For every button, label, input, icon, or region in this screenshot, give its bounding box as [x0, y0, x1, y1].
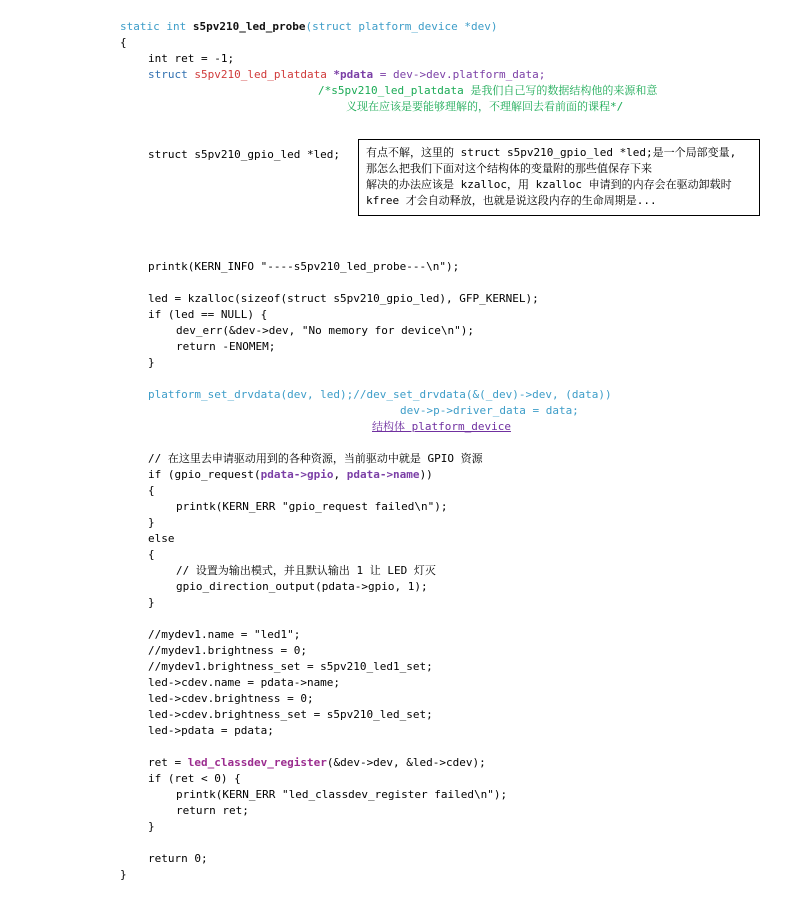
struct-link[interactable]: 结构体 platform_device	[372, 420, 511, 433]
code-token: ret =	[148, 756, 188, 769]
code-line: dev->p->driver_data = data;	[400, 404, 579, 417]
code-comment: //mydev1.brightness_set = s5pv210_led1_set;	[148, 660, 433, 673]
code-line	[148, 755, 486, 771]
code-line: platform_set_drvdata(dev, led);//dev_set_drvdata(&(_dev)->dev, (data))	[148, 388, 612, 401]
code-line: printk(KERN_ERR "led_classdev_register failed\n");	[176, 788, 508, 801]
close-brace: }	[148, 596, 155, 609]
code-line: printk(KERN_ERR "gpio_request failed\n");	[176, 500, 448, 513]
annotation-box	[358, 139, 760, 216]
annotation-line: kfree 才会自动释放，也就是说这段内存的生命周期是...	[366, 194, 657, 207]
return-type-keyword: static int	[120, 20, 193, 33]
code-comment: // 设置为输出模式，并且默认输出 1 让 LED 灯灭	[176, 564, 436, 577]
open-brace: {	[148, 548, 155, 561]
close-brace: }	[148, 516, 155, 529]
code-comment: /*s5pv210_led_platdata 是我们自己写的数据结构他的来源和意	[318, 84, 658, 97]
code-comment: 义现在应该是要能够理解的，不理解回去看前面的课程*/	[346, 100, 624, 113]
struct-keyword: struct	[148, 68, 195, 81]
code-line: led->cdev.brightness = 0;	[148, 692, 314, 705]
code-comment: //mydev1.brightness = 0;	[148, 644, 307, 657]
code-line	[148, 67, 545, 83]
code-line: return -ENOMEM;	[176, 340, 276, 353]
code-line: return 0;	[148, 852, 208, 865]
member-access: pdata->gpio	[260, 468, 334, 481]
code-line: dev_err(&dev->dev, "No memory for device\n");	[176, 324, 475, 337]
member-access: pdata->name	[346, 468, 420, 481]
code-comment: // 在这里去申请驱动用到的各种资源，当前驱动中就是 GPIO 资源	[148, 452, 483, 465]
function-signature	[120, 19, 498, 35]
code-token: if (gpio_request(	[148, 468, 261, 481]
function-params: (struct platform_device *dev)	[305, 20, 498, 33]
annotation-line: 解决的办法应该是 kzalloc，用 kzalloc 申请到的内存会在驱动卸载时	[366, 178, 732, 191]
annotation-line: 那怎么把我们下面对这个结构体的变量附的那些值保存下来	[366, 162, 652, 175]
code-token: ,	[333, 468, 347, 481]
code-line: gpio_direction_output(pdata->gpio, 1);	[176, 580, 428, 593]
code-line: if (ret < 0) {	[148, 772, 241, 785]
code-token: ))	[419, 468, 433, 481]
open-brace: {	[148, 484, 155, 497]
code-line: return ret;	[176, 804, 249, 817]
close-brace: }	[120, 868, 127, 881]
close-brace: }	[148, 820, 155, 833]
code-token: (&dev->dev, &led->cdev);	[326, 756, 486, 769]
code-line: printk(KERN_INFO "----s5pv210_led_probe---\n");	[148, 260, 460, 273]
type-name: s5pv210_led_platdata	[194, 68, 327, 81]
code-line: led = kzalloc(sizeof(struct s5pv210_gpio_led), GFP_KERNEL);	[148, 292, 539, 305]
code-line: if (led == NULL) {	[148, 308, 268, 321]
code-line	[148, 467, 433, 483]
code-comment: //mydev1.name = "led1";	[148, 628, 301, 641]
code-line: led->cdev.name = pdata->name;	[148, 676, 341, 689]
variable-name: *pdata	[326, 68, 374, 81]
code-line: led->pdata = pdata;	[148, 724, 274, 737]
open-brace: {	[120, 36, 127, 49]
function-call-name: led_classdev_register	[187, 756, 327, 769]
annotation-line: 有点不解，这里的 struct s5pv210_gpio_led *led;是一个局部变量,	[366, 146, 737, 159]
close-brace: }	[148, 356, 155, 369]
assignment-expression: = dev->dev.platform_data;	[373, 68, 546, 81]
code-line: struct s5pv210_gpio_led *led;	[148, 148, 341, 161]
code-line: int ret = -1;	[148, 52, 235, 65]
code-line: led->cdev.brightness_set = s5pv210_led_set;	[148, 708, 433, 721]
code-line: else	[148, 532, 175, 545]
function-name: s5pv210_led_probe	[192, 20, 306, 33]
